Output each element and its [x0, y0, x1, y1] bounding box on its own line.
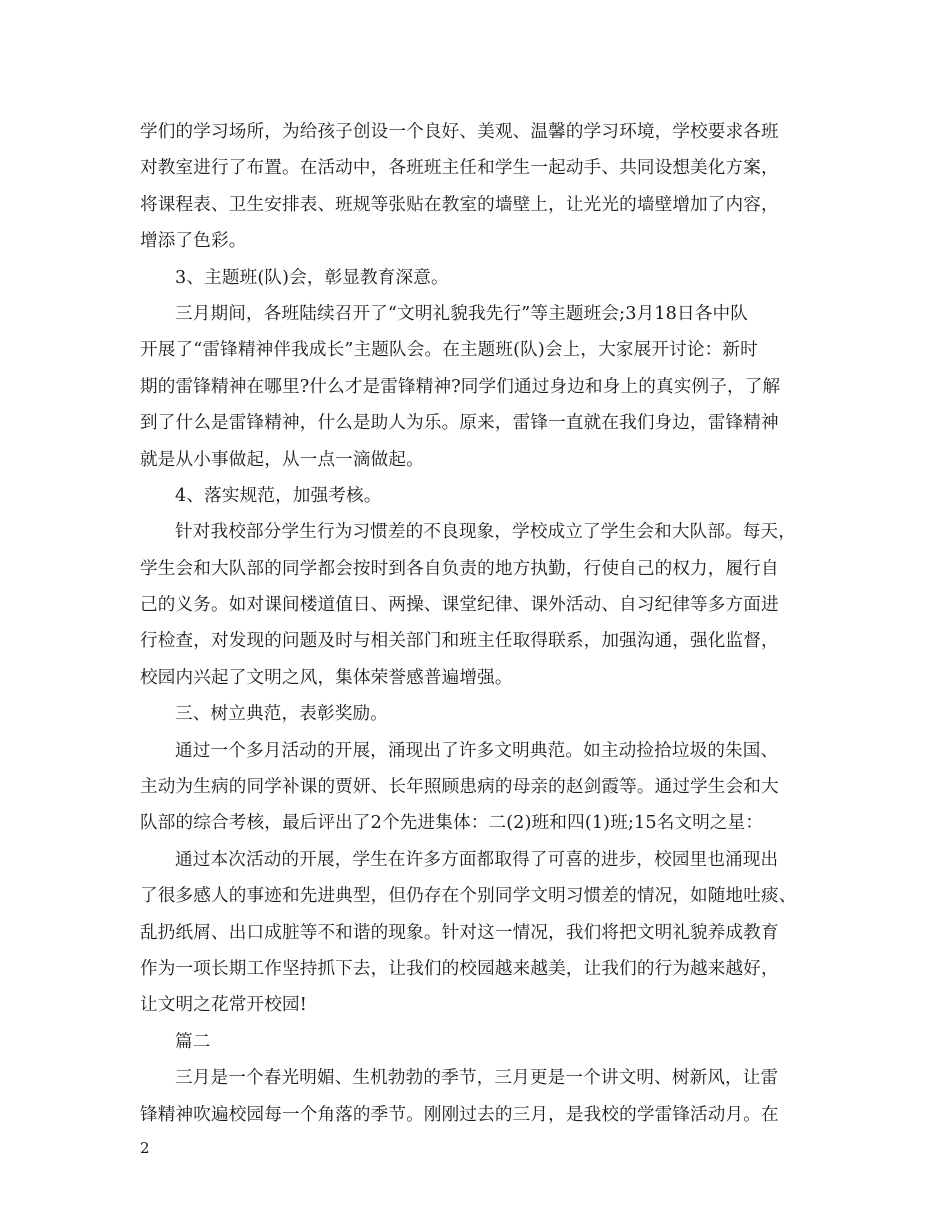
text-line: 对教室进行了布置。在活动中，各班班主任和学生一起动手、共同设想美化方案， — [140, 158, 779, 179]
text-line: 开展了“雷锋精神伴我成长”主题队会。在主题班(队)会上，大家展开讨论：新时 — [140, 340, 758, 361]
text-line: 增添了色彩。 — [140, 231, 247, 252]
text-line: 学们的学习场所，为给孩子创设一个良好、美观、温馨的学习环境，学校要求各班 — [140, 122, 779, 142]
text-line: 队部的综合考核，最后评出了2个先进集体：二(2)班和四(1)班;15名文明之星： — [140, 813, 764, 834]
text-line: 校园内兴起了文明之风，集体荣誉感普遍增强。 — [140, 667, 513, 688]
text-line: 4、落实规范，加强考核。 — [175, 485, 382, 506]
text-line: 期的雷锋精神在哪里?什么才是雷锋精神?同学们通过身边和身上的真实例子，了解 — [140, 376, 781, 397]
text-line: 将课程表、卫生安排表、班规等张贴在教室的墙壁上，让光光的墙壁增加了内容， — [140, 194, 779, 215]
text-line: 作为一项长期工作坚持抓下去，让我们的校园越来越美，让我们的行为越来越好， — [140, 958, 779, 979]
text-line: 到了什么是雷锋精神，什么是助人为乐。原来，雷锋一直就在我们身边，雷锋精神 — [140, 413, 779, 434]
text-line: 通过本次活动的开展，学生在许多方面都取得了可喜的进步，校园里也涌现出 — [175, 849, 779, 870]
text-line: 了很多感人的事迹和先进典型，但仍存在个别同学文明习惯差的情况，如随地吐痰、 — [140, 886, 797, 907]
text-line: 三月是一个春光明媚、生机勃勃的季节，三月更是一个讲文明、树新风，让雷 — [175, 1068, 779, 1089]
page-number: 2 — [140, 1139, 150, 1157]
text-line: 锋精神吹遍校园每一个角落的季节。刚刚过去的三月，是我校的学雷锋活动月。在 — [140, 1104, 779, 1125]
text-line: 篇二 — [175, 1031, 211, 1052]
text-line: 通过一个多月活动的开展，涌现出了许多文明典范。如主动捡拾垃圾的朱国、 — [175, 740, 779, 761]
text-line: 针对我校部分学生行为习惯差的不良现象，学校成立了学生会和大队部。每天， — [175, 522, 797, 543]
text-line: 3、主题班(队)会，彰显教育深意。 — [175, 267, 449, 288]
text-line: 主动为生病的同学补课的贾妍、长年照顾患病的母亲的赵剑霞等。通过学生会和大 — [140, 777, 779, 798]
text-line: 三月期间，各班陆续召开了“文明礼貌我先行”等主题班会;3月18日各中队 — [175, 303, 748, 324]
text-line: 三、树立典范，表彰奖励。 — [175, 704, 388, 725]
text-line: 己的义务。如对课间楼道值日、两操、课堂纪律、课外活动、自习纪律等多方面进 — [140, 595, 779, 616]
text-line: 行检查，对发现的问题及时与相关部门和班主任取得联系，加强沟通，强化监督， — [140, 631, 779, 652]
text-line: 让文明之花常开校园! — [140, 995, 307, 1016]
text-line: 学生会和大队部的同学都会按时到各自负责的地方执勤，行使自己的权力，履行自 — [140, 558, 779, 579]
text-line: 就是从小事做起，从一点一滴做起。 — [140, 449, 424, 470]
document-body — [140, 114, 830, 1133]
text-line: 乱扔纸屑、出口成脏等不和谐的现象。针对这一情况，我们将把文明礼貌养成教育 — [140, 922, 779, 943]
